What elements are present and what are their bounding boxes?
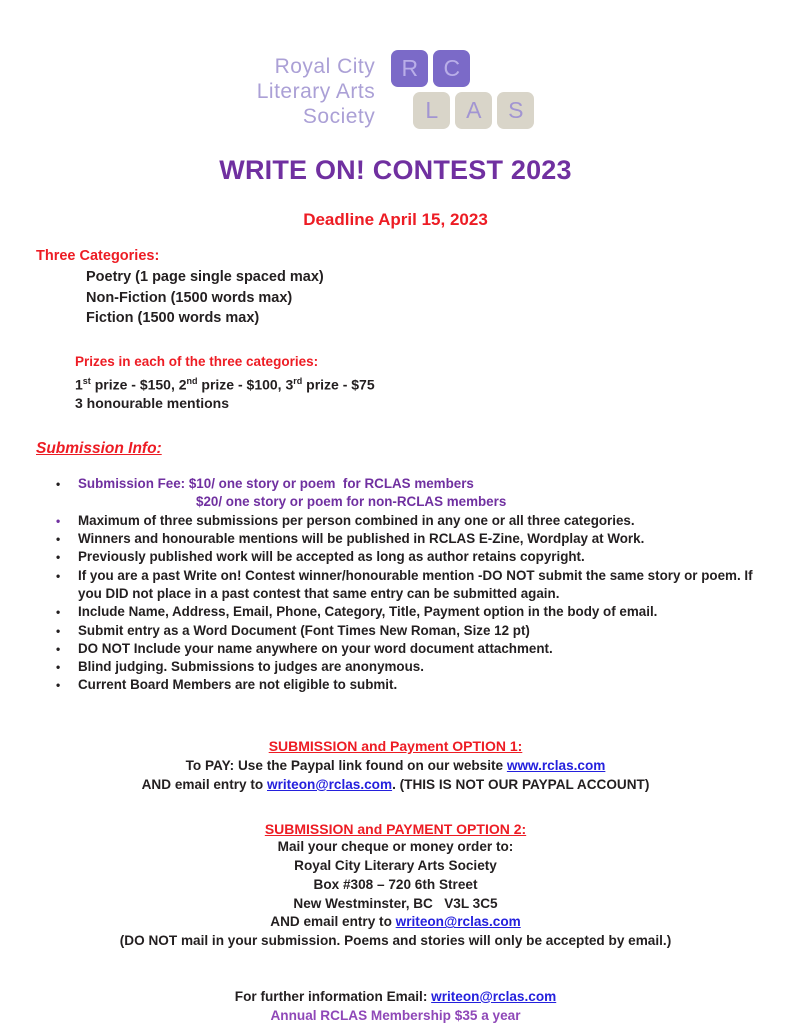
- logo-tiles: [391, 50, 534, 129]
- logo-tile-l: L: [413, 92, 450, 129]
- ordinal-suffix: nd: [186, 375, 198, 386]
- prize-text: prize - $75: [302, 376, 375, 393]
- categories-section: [36, 248, 791, 329]
- bullet-text: Blind judging. Submissions to judges are anonymous.: [78, 659, 424, 675]
- logo-tile-c: C: [433, 50, 470, 87]
- bullet-dot: •: [56, 550, 61, 565]
- bullet-dot: •: [56, 641, 61, 656]
- category-item: Non-Fiction (1500 words max): [86, 289, 293, 306]
- bullet-text: Submit entry as a Word Document (Font Times New Roman, Size 12 pt): [78, 622, 530, 638]
- prize-text: prize - $150, 2: [90, 376, 187, 393]
- categories-heading: Three Categories:: [36, 248, 160, 264]
- logo-tile-a: A: [455, 92, 492, 129]
- option2-heading: SUBMISSION and PAYMENT OPTION 2:: [264, 820, 527, 837]
- submission-bullet-list: [56, 475, 756, 695]
- bullet-text: Current Board Members are not eligible to submit.: [78, 677, 398, 693]
- bullet-text: Submission Fee: $10/ one story or poem for RCLAS members: [78, 476, 474, 492]
- option2-address-lines: [0, 838, 791, 913]
- bullet-item: [56, 548, 756, 566]
- bullet-text: Maximum of three submissions per person combined in any one or all three categories.: [78, 512, 635, 528]
- logo-tile-r: R: [391, 50, 428, 87]
- category-item: Poetry (1 page single spaced max): [86, 269, 324, 285]
- prizes-section: [75, 354, 791, 414]
- option1-heading: SUBMISSION and Payment OPTION 1:: [268, 737, 523, 754]
- footer-info-text: For further information Email:: [234, 988, 432, 1004]
- logo-tile-row-bottom: [413, 92, 534, 129]
- option2-email-line: [0, 913, 791, 932]
- option1-email-line: [0, 775, 791, 794]
- writeon-email-link[interactable]: writeon@rclas.com: [395, 914, 521, 930]
- logo-wordmark-line: Society: [302, 105, 376, 128]
- option2-address-line: New Westminster, BC V3L 3C5: [293, 895, 498, 911]
- bullet-item: [56, 622, 756, 640]
- prize-text: prize - $100, 3: [197, 376, 294, 393]
- prize-text: 1: [75, 376, 83, 393]
- membership-line: Annual RCLAS Membership $35 a year: [270, 1007, 521, 1023]
- bullet-text: Include Name, Address, Email, Phone, Category, Title, Payment option in the body of email.: [78, 604, 658, 620]
- footer-info-line: [0, 987, 791, 1006]
- prizes-heading: Prizes in each of the three categories:: [75, 353, 319, 369]
- bullet-item: [56, 512, 756, 530]
- category-list: [36, 267, 791, 329]
- logo-tile-row-top: [391, 50, 534, 87]
- bullet-text: If you are a past Write on! Contest winner/honourable mention -DO NOT submit the same story or poem. If you DID not place in a past contest that same entry can be submitted again.: [78, 567, 757, 601]
- payment-option1-section: [0, 737, 791, 794]
- bullet-item: [56, 640, 756, 658]
- option1-paypal-note: . (THIS IS NOT OUR PAYPAL ACCOUNT): [392, 776, 650, 792]
- logo-wordmark: [257, 50, 376, 129]
- bullet-item: [56, 658, 756, 676]
- option2-email-text: AND email entry to: [270, 914, 396, 930]
- option2-address-line: Mail your cheque or money order to:: [277, 839, 514, 855]
- bullet-dot: •: [56, 605, 61, 620]
- honourable-mentions-line: 3 honourable mentions: [75, 395, 230, 412]
- bullet-item: [56, 475, 756, 493]
- ordinal-suffix: rd: [293, 375, 303, 386]
- writeon-email-link[interactable]: writeon@rclas.com: [267, 776, 393, 792]
- bullet-dot: •: [56, 623, 61, 638]
- option2-note: (DO NOT mail in your submission. Poems and stories will only be accepted by email.): [119, 932, 672, 948]
- payment-option2-section: [0, 820, 791, 951]
- bullet-item: [56, 567, 756, 604]
- bullet-dot: •: [56, 568, 61, 583]
- bullet-dot: •: [56, 532, 61, 547]
- bullet-dot: •: [56, 513, 61, 528]
- logo-tile-s: S: [497, 92, 534, 129]
- logo-wordmark-line: Royal City: [274, 55, 376, 78]
- rclas-website-link[interactable]: www.rclas.com: [506, 757, 606, 773]
- deadline-text: Deadline April 15, 2023: [303, 210, 488, 229]
- option1-pay-text: To PAY: Use the Paypal link found on our website: [185, 757, 507, 773]
- bullet-item: [56, 676, 756, 694]
- writeon-email-link[interactable]: writeon@rclas.com: [431, 988, 557, 1004]
- footer-section: [0, 987, 791, 1025]
- bullet-item: [56, 603, 756, 621]
- bullet-item: [56, 530, 756, 548]
- ordinal-suffix: st: [82, 375, 91, 386]
- category-item: Fiction (1500 words max): [86, 310, 260, 326]
- bullet-dot: •: [56, 678, 61, 693]
- submission-info-heading: Submission Info:: [36, 440, 162, 458]
- option1-pay-line: [0, 756, 791, 775]
- bullet-continuation: $20/ one story or poem for non-RCLAS members: [196, 494, 507, 510]
- prize-amounts-line: [75, 372, 791, 395]
- bullet-text: Previously published work will be accepted as long as author retains copyright.: [78, 549, 585, 565]
- option2-address-line: Box #308 – 720 6th Street: [313, 876, 478, 892]
- option1-email-text: AND email entry to: [141, 776, 267, 792]
- page-title: WRITE ON! CONTEST 2023: [219, 155, 572, 185]
- bullet-dot: •: [56, 660, 61, 675]
- logo-wordmark-line: Literary Arts: [256, 80, 376, 103]
- rclas-logo: [0, 0, 791, 129]
- bullet-text: DO NOT Include your name anywhere on your word document attachment.: [78, 640, 553, 656]
- bullet-dot: •: [56, 477, 61, 492]
- option2-address-line: Royal City Literary Arts Society: [294, 858, 497, 874]
- bullet-text: Winners and honourable mentions will be published in RCLAS E-Zine, Wordplay at Work.: [78, 531, 645, 547]
